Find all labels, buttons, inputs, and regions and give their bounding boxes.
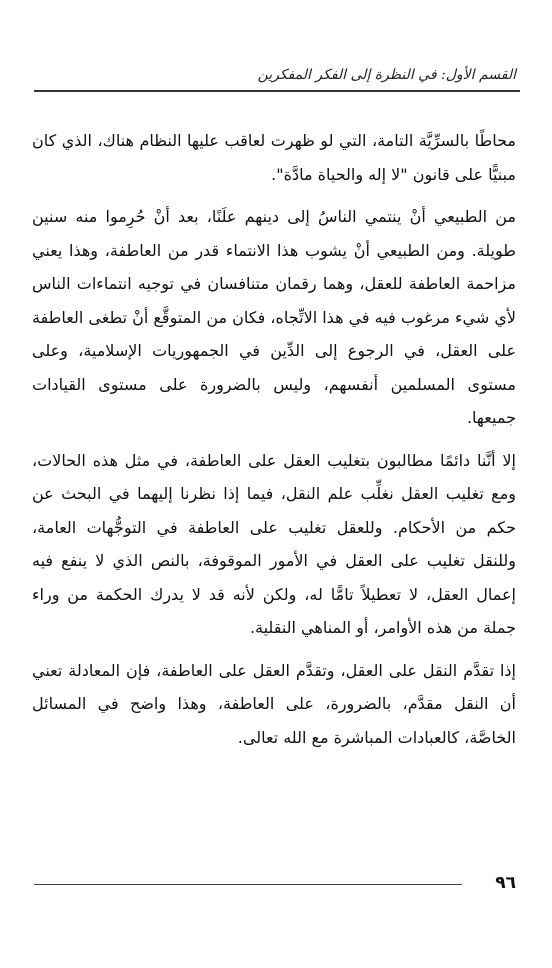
- page-number: ٩٦: [495, 873, 516, 893]
- paragraph-3: إلا أنَّنا دائمًا مطالبون بتغليب العقل على العاطفة، في مثل هذه الحالات، ومع تغليب العقل نغلِّب علم النقل، فيما إذا نظرنا إليهما في البحث عن حكم من الأحكام. وللعقل تغليب على العاطفة في التوجُّهات العامة، وللنقل تغليب على العقل في الأمور الموقوفة، بالنص الذي لا ينفع فيه إعمال العقل، لا تعطيلاً تامًّا له، ولكن لأنه قد لا يدرك الحكمة من وراء جملة من هذه الأوامر، أو المناهي النقلية.: [32, 450, 516, 637]
- footer-rule: [34, 884, 462, 885]
- body-text: [32, 124, 516, 754]
- paragraph-4: إذا تقدَّم النقل على العقل، وتقدَّم العقل على العاطفة، فإن المعادلة تعني أن النقل مقدَّم، بالضرورة، على العاطفة، وهذا واضح في المسائل الخاصَّة، كالعبادات المباشرة مع الله تعالى.: [32, 660, 516, 747]
- running-header: القسم الأول: في النظرة إلى الفكر المفكرين: [257, 67, 516, 83]
- header-rule: [34, 90, 520, 92]
- paragraph-2: من الطبيعي أنْ ينتمي الناسُ إلى دينهم علَنًا، بعد أنْ حُرِموا منه سنين طويلة. ومن الطبيعي أنْ يشوب هذا الانتماء قدر من العاطفة، وهذا يعني مزاحمة العاطفة للعقل، وهما رقمان متنافسان في توجيه انتماءات الناس لأي شيء مرغوب فيه في هذا الاتِّجاه، فكان من المتوقَّع أنْ تطغى العاطفة على العقل، في الرجوع إلى الدِّين في الجمهوريات الإسلامية، وعلى مستوى المسلمين أنفسهم، وليس بالضرورة على مستوى القيادات جميعها.: [32, 207, 516, 427]
- paragraph-1: محاطًا بالسرِّيَّة التامة، التي لو ظهرت لعاقب عليها النظام هناك، الذي كان مبنيًّا على قانون "لا إله والحياة مادَّة".: [32, 131, 516, 184]
